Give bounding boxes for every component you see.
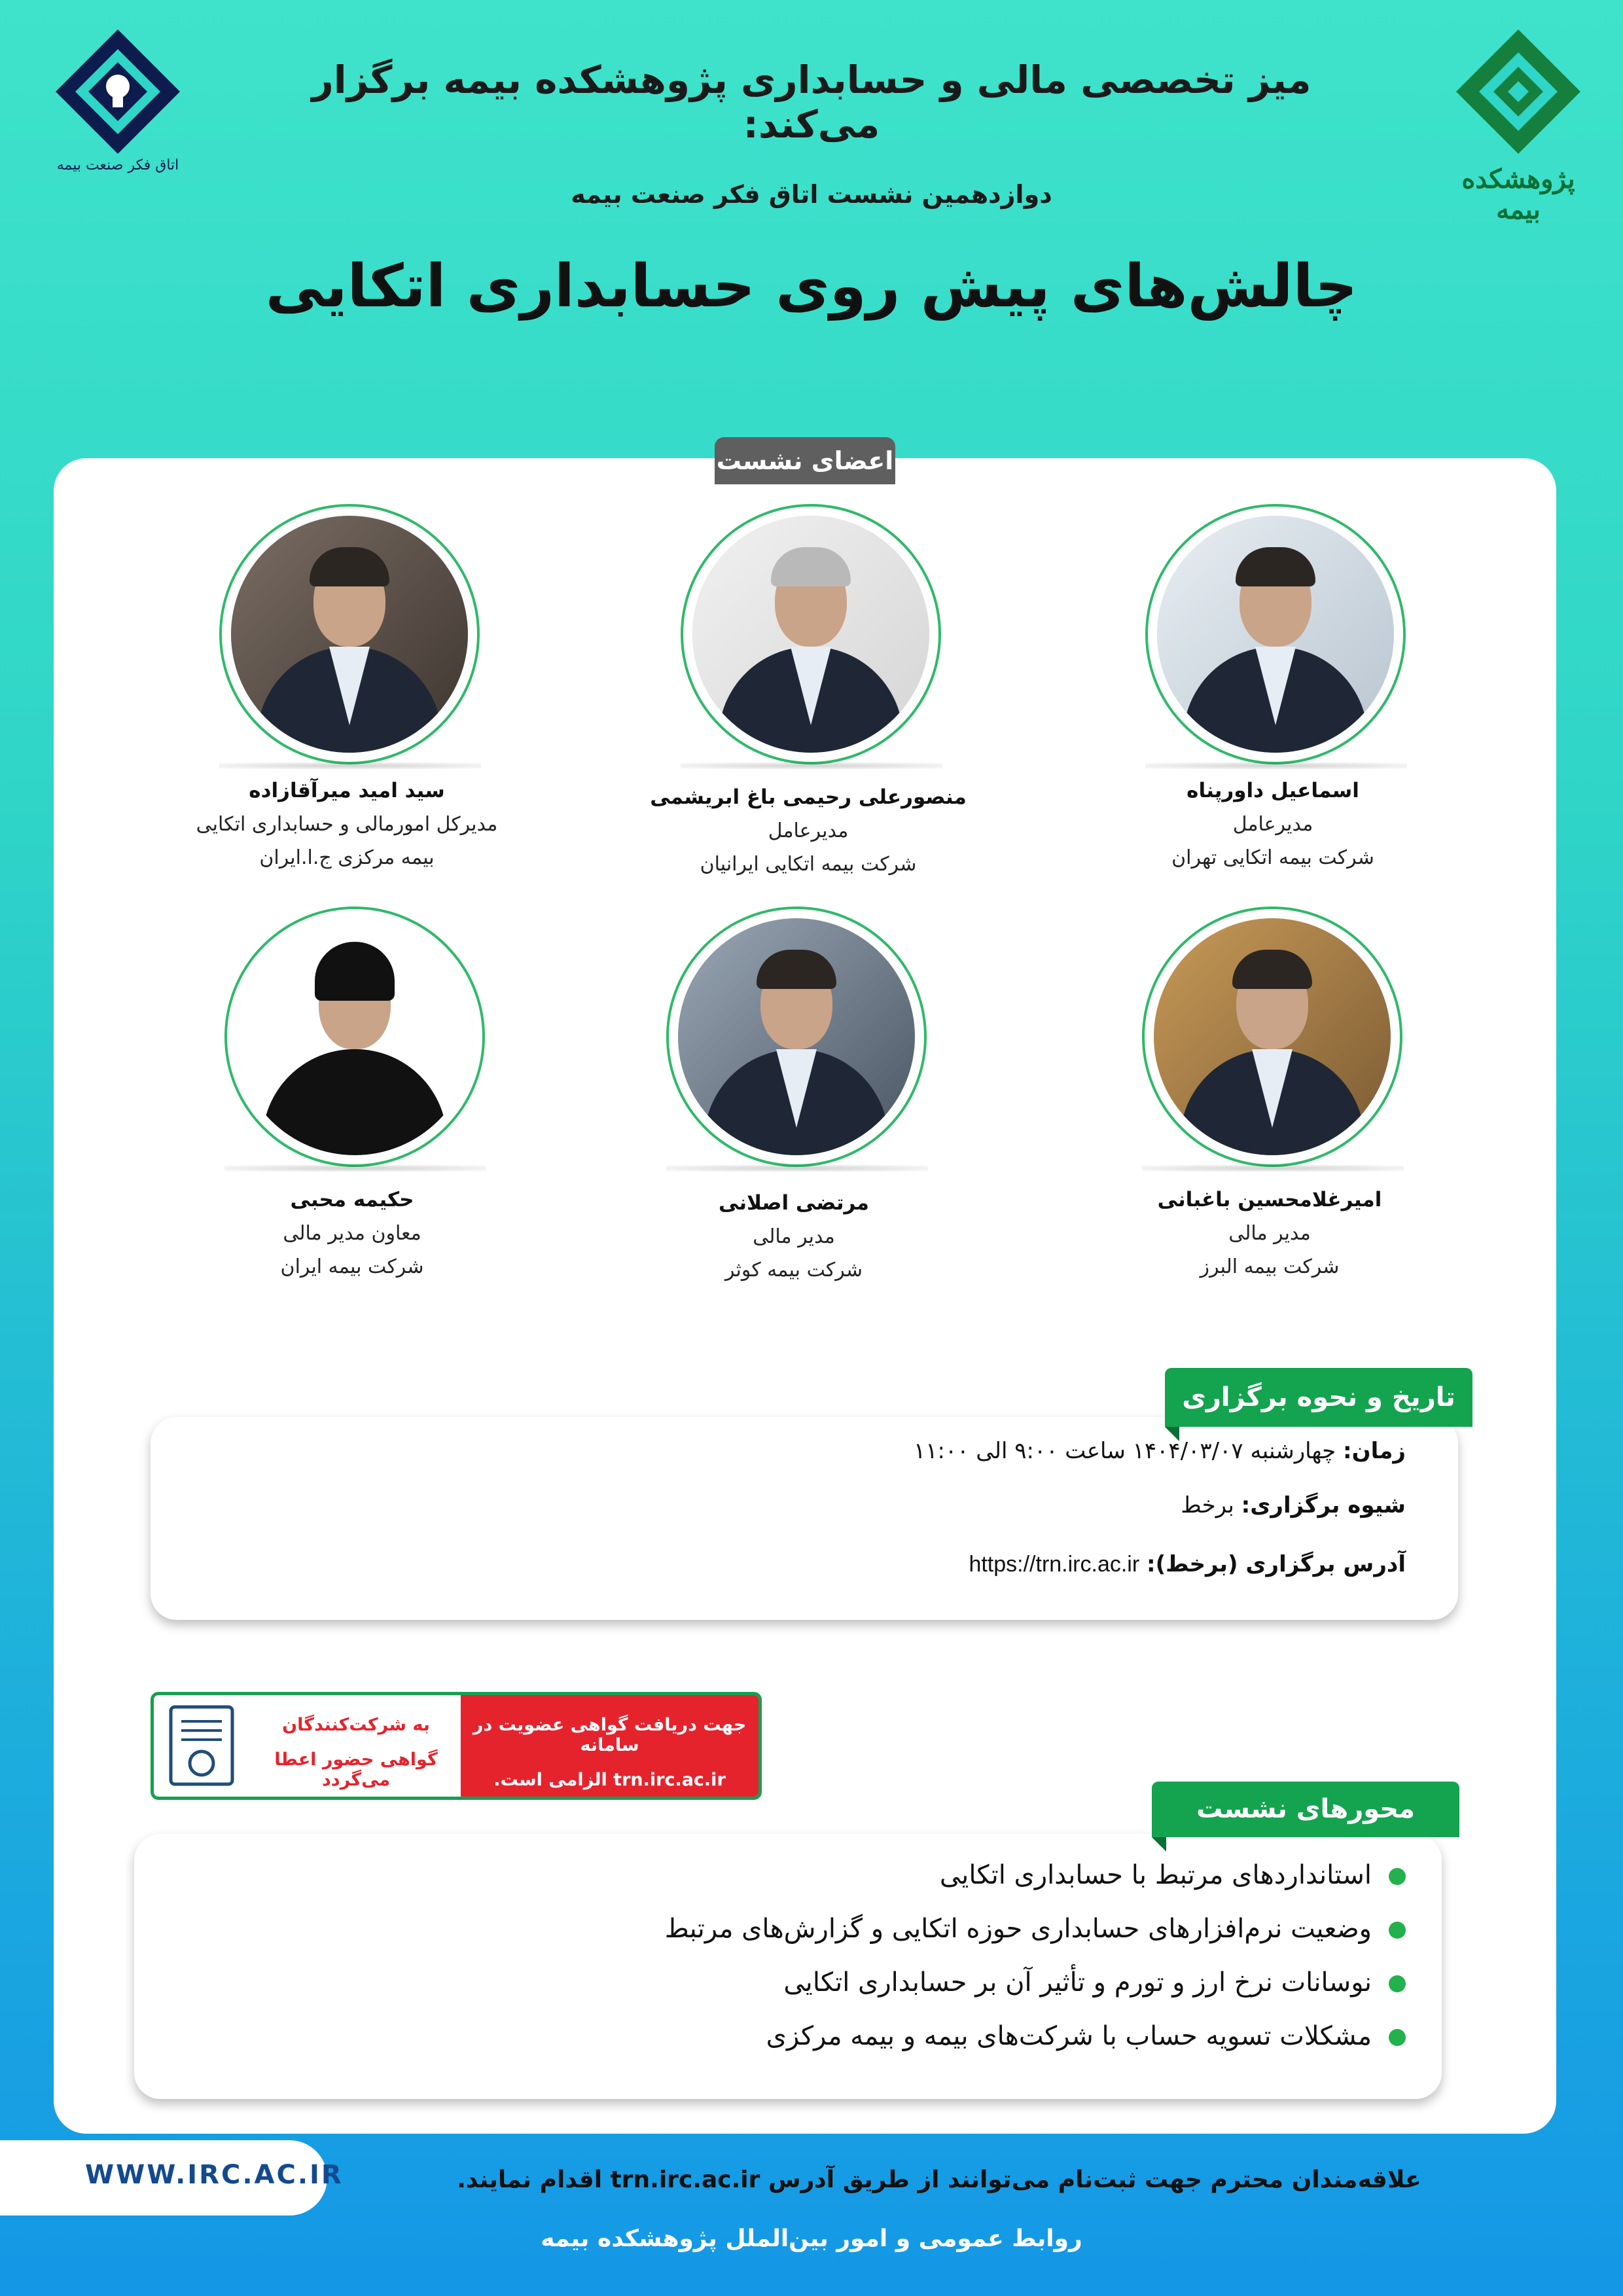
address-row xyxy=(969,1551,1406,1577)
member-photo-3 xyxy=(219,504,474,759)
insurance-research-logo xyxy=(1453,26,1584,225)
method-row xyxy=(1181,1492,1406,1518)
organizer-title: میز تخصصی مالی و حسابداری پژوهشکده بیمه برگزار می‌کند: xyxy=(312,58,1311,147)
member-role: مدیر مالی xyxy=(753,1225,835,1248)
member-card-3 xyxy=(164,779,530,869)
certificate-text xyxy=(251,1695,461,1797)
diamond-bulb-icon xyxy=(52,26,183,157)
member-name: سید امید میرآقازاده xyxy=(249,779,445,802)
member-role: معاون مدیر مالی xyxy=(283,1222,421,1245)
cert-mid-line2: گواهی حضور اعطا می‌گردد xyxy=(274,1749,438,1790)
members-badge: اعضای نشست xyxy=(715,437,895,484)
cert-red-line2: trn.irc.ac.ir الزامی است. xyxy=(493,1770,726,1790)
topic-item-3: نوسانات نرخ ارز و تورم و تأثیر آن بر حسابداری اتکایی xyxy=(783,1967,1406,1998)
certificate-red-panel xyxy=(461,1695,758,1797)
member-org: شرکت بیمه ایران xyxy=(280,1255,424,1278)
topics-tab: محورهای نشست xyxy=(1152,1782,1459,1837)
member-photo-2 xyxy=(681,504,936,759)
member-org: شرکت بیمه البرز xyxy=(1200,1255,1340,1278)
member-org: بیمه مرکزی ج.ا.ایران xyxy=(259,846,435,869)
time-row xyxy=(914,1438,1406,1464)
member-card-2 xyxy=(625,785,991,876)
logo-left-caption: اتاق فکر صنعت بیمه xyxy=(56,157,179,173)
schedule-box xyxy=(151,1417,1458,1620)
member-role: مدیرعامل xyxy=(768,819,849,842)
cert-mid-line1: به شرکت‌کنندگان xyxy=(282,1715,430,1735)
cert-red-line1: جهت دریافت گواهی عضویت در سامانه xyxy=(473,1715,747,1755)
member-name: منصورعلی رحیمی باغ ابریشمی xyxy=(650,785,967,809)
time-value: چهارشنبه ۱۴۰۴/۰۳/۰۷ ساعت ۹:۰۰ الی ۱۱:۰۰ xyxy=(913,1438,1336,1464)
address-link[interactable]: https://trn.irc.ac.ir xyxy=(969,1552,1140,1577)
member-name: مرتضی اصلانی xyxy=(719,1191,869,1215)
website-url[interactable]: WWW.IRC.AC.IR xyxy=(85,2160,344,2190)
topic-item-4: مشکلات تسویه حساب با شرکت‌های بیمه و بیمه مرکزی xyxy=(766,2021,1406,2051)
think-tank-logo xyxy=(52,26,183,183)
member-name: حکیمه محبی xyxy=(290,1188,414,1211)
member-name: اسماعیل داورپناه xyxy=(1186,779,1359,802)
green-diamond-icon xyxy=(1453,26,1584,157)
website-badge[interactable] xyxy=(0,2140,344,2215)
member-photo-4 xyxy=(1142,906,1397,1162)
member-org: شرکت بیمه اتکایی تهران xyxy=(1171,846,1374,869)
time-label: زمان: xyxy=(1342,1438,1406,1464)
member-org: شرکت بیمه اتکایی ایرانیان xyxy=(700,853,917,876)
member-card-1 xyxy=(1090,779,1456,869)
bullet-icon xyxy=(1389,2029,1406,2046)
schedule-tab: تاریخ و نحوه برگزاری xyxy=(1165,1368,1472,1427)
department-credit: روابط عمومی و امور بین‌الملل پژوهشکده بیمه xyxy=(541,2225,1082,2252)
topic-item-2: وضعیت نرم‌افزارهای حسابداری حوزه اتکایی و گزارش‌های مرتبط xyxy=(665,1914,1406,1944)
member-card-4 xyxy=(1086,1188,1453,1278)
bullet-icon xyxy=(1389,1868,1406,1885)
member-card-5 xyxy=(611,1191,977,1282)
method-label: شیوه برگزاری: xyxy=(1241,1492,1406,1518)
member-photo-6 xyxy=(224,906,480,1162)
member-name: امیرغلامحسین باغبانی xyxy=(1157,1188,1382,1211)
member-photo-5 xyxy=(666,906,921,1162)
certificate-icon xyxy=(166,1703,238,1788)
bullet-icon xyxy=(1389,1975,1406,1992)
member-photo-1 xyxy=(1145,504,1400,759)
session-subtitle: دوازدهمین نشست اتاق فکر صنعت بیمه xyxy=(571,180,1052,209)
main-title: چالش‌های پیش روی حسابداری اتکایی xyxy=(265,252,1358,321)
certificate-notice xyxy=(151,1692,762,1800)
topics-box xyxy=(134,1834,1442,2099)
topic-item-1: استانداردهای مرتبط با حسابداری اتکایی xyxy=(940,1860,1406,1890)
method-value: برخط xyxy=(1181,1492,1234,1518)
registration-note: علاقه‌مندان محترم جهت ثبت‌نام می‌توانند از طریق آدرس trn.irc.ac.ir اقدام نمایند. xyxy=(457,2166,1421,2193)
member-role: مدیر مالی xyxy=(1228,1222,1311,1245)
member-role: مدیرکل امورمالی و حسابداری اتکایی xyxy=(196,813,498,836)
member-card-6 xyxy=(169,1188,535,1278)
address-label: آدرس برگزاری (برخط): xyxy=(1147,1551,1406,1577)
logo-right-caption: پژوهشکده بیمه xyxy=(1461,164,1575,225)
member-role: مدیرعامل xyxy=(1232,813,1313,836)
member-org: شرکت بیمه کوثر xyxy=(724,1259,863,1282)
bullet-icon xyxy=(1389,1922,1406,1939)
